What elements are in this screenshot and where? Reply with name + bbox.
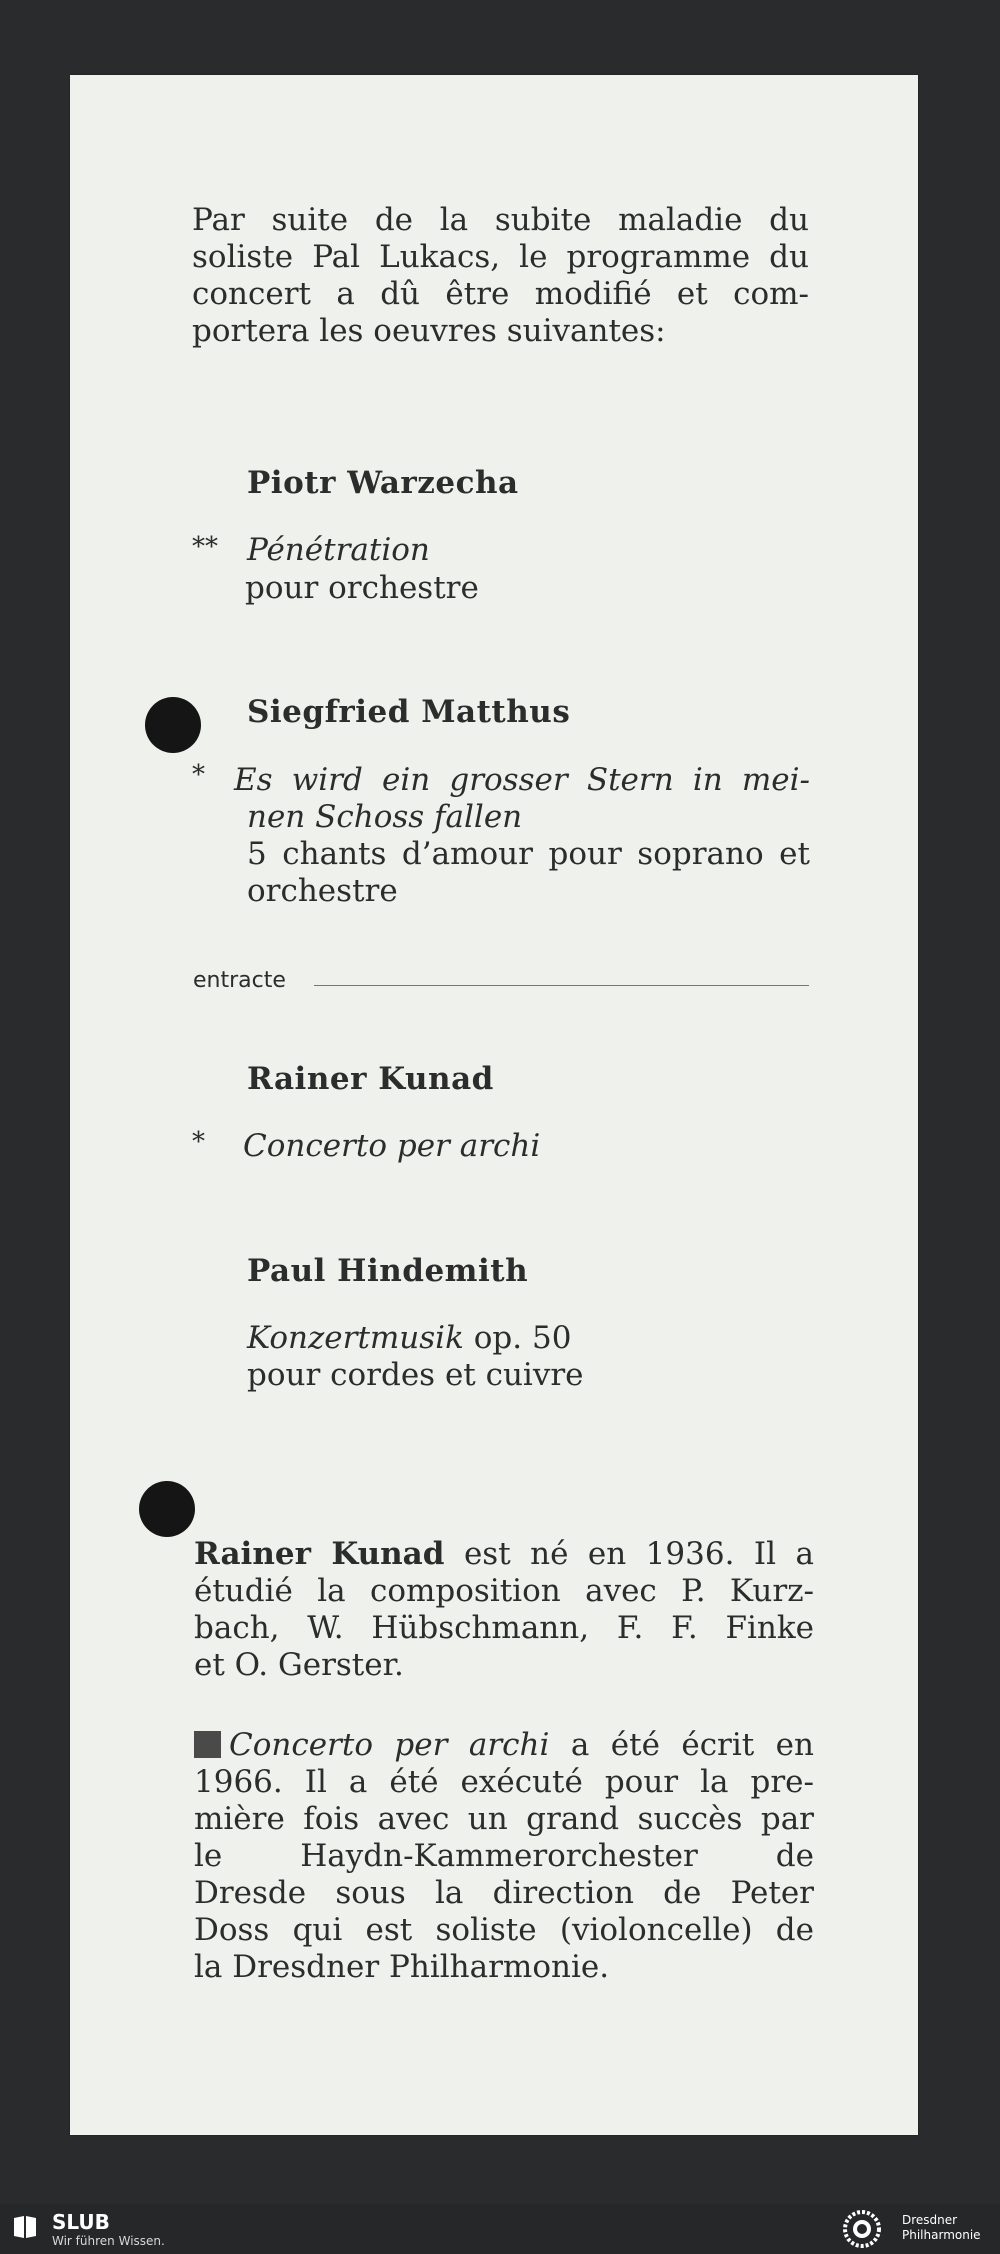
book-icon: [12, 2214, 38, 2240]
work-description: orchestre: [247, 873, 398, 909]
work-subtitle: pour orchestre: [245, 570, 479, 606]
philharmonie-name: [902, 2213, 998, 2243]
square-bullet-icon: [194, 1731, 221, 1758]
bio-line: [194, 1536, 814, 1573]
bio-line: et O. Gerster.: [194, 1647, 404, 1683]
opus-number: op. 50: [473, 1320, 572, 1356]
note-text: a été écrit en: [570, 1727, 814, 1763]
composer-name: Siegfried Matthus: [247, 694, 571, 730]
note-line: la Dresdner Philharmonie.: [194, 1949, 610, 1985]
philharmonie-name-line2: Philharmonie: [902, 2228, 981, 2242]
note-line: mière fois avec un grand succès par: [194, 1801, 814, 1837]
note-line: le Haydn-Kammerorchester de: [194, 1838, 814, 1874]
bio-name: Rainer Kunad: [194, 1536, 445, 1572]
note-line: Doss qui est soliste (violoncelle) de: [194, 1912, 814, 1948]
bio-text: est né en 1936. Il a: [463, 1536, 815, 1572]
bio-line: étudié la composition avec P. Kurz-: [194, 1573, 814, 1609]
notice-line: concert a dû être modifié et com-: [192, 276, 809, 312]
composer-name: Paul Hindemith: [247, 1253, 529, 1289]
slub-tagline: Wir führen Wissen.: [52, 2234, 165, 2248]
philharmonie-logo[interactable]: [842, 2209, 882, 2249]
notice-line: soliste Pal Lukacs, le programme du: [192, 239, 809, 275]
work-title-line: [247, 1320, 571, 1357]
punch-hole-top: [145, 697, 201, 753]
work-title: Pénétration: [247, 532, 430, 568]
composer-name: Piotr Warzecha: [247, 465, 519, 501]
entracte-rule: [314, 985, 809, 986]
work-title: Es wird ein grosser Stern in mei-: [234, 762, 810, 798]
note-line: [194, 1727, 814, 1764]
entracte-label: entracte: [193, 968, 286, 993]
notice-line: Par suite de la subite maladie du: [192, 202, 809, 238]
notice-line: portera les oeuvres suivantes:: [192, 313, 666, 349]
work-description: 5 chants d’amour pour soprano et: [247, 836, 810, 872]
work-title: Konzertmusik: [247, 1320, 464, 1356]
bio-line: bach, W. Hübschmann, F. F. Finke: [194, 1610, 814, 1646]
composer-name: Rainer Kunad: [247, 1061, 494, 1097]
note-work-title: Concerto per archi: [229, 1727, 550, 1763]
philharmonie-name-line1: Dresdner: [902, 2213, 958, 2227]
note-line: Dresde sous la direction de Peter: [194, 1875, 814, 1911]
slub-logo-text[interactable]: SLUB: [52, 2210, 110, 2234]
premiere-mark: **: [192, 532, 218, 562]
punch-hole-bottom: [139, 1481, 195, 1537]
premiere-mark: *: [192, 760, 205, 790]
work-title: nen Schoss fallen: [247, 799, 523, 835]
premiere-mark: *: [192, 1127, 205, 1157]
work-subtitle: pour cordes et cuivre: [247, 1357, 584, 1393]
note-line: 1966. Il a été exécuté pour la pre-: [194, 1764, 814, 1800]
work-title: Concerto per archi: [243, 1128, 541, 1164]
